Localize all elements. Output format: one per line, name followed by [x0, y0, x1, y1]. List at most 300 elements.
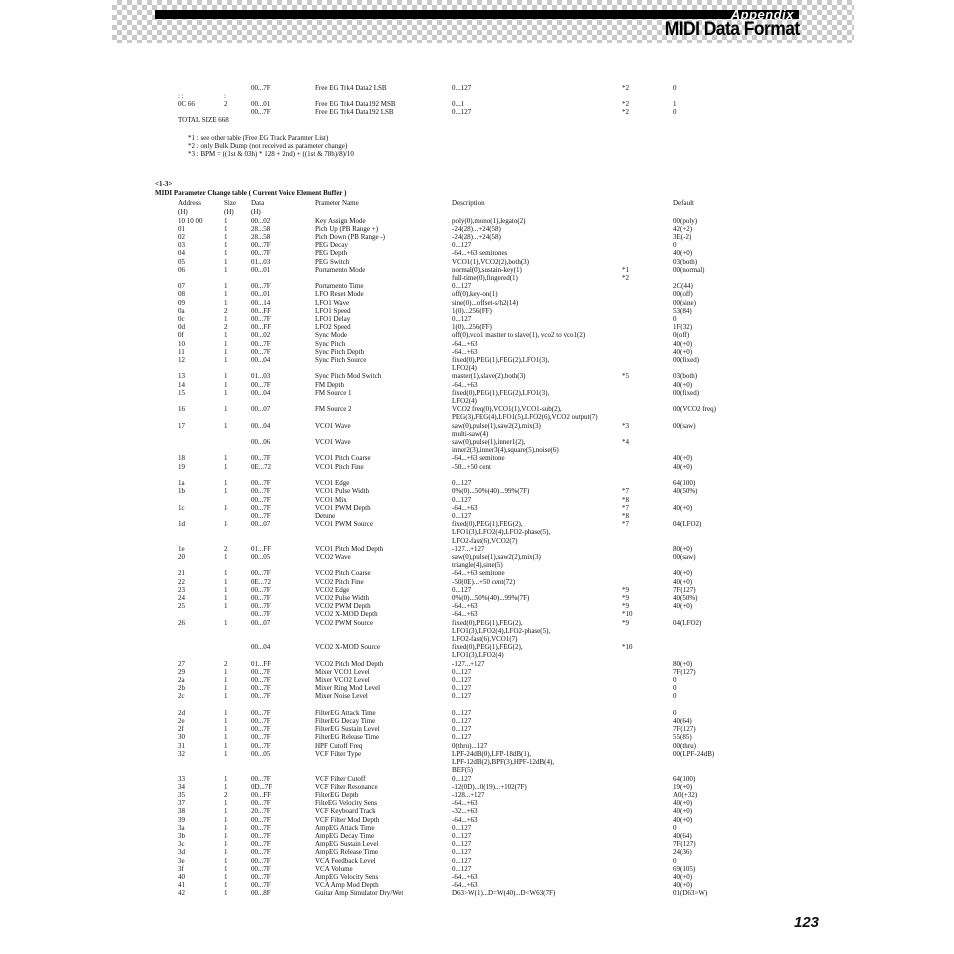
parameter-name-cell: Sync Pitch Mod Switch: [315, 372, 382, 381]
default-cell: 00(LPF-24dB): [673, 749, 715, 758]
description-cell: 0%(0)...50%(40)...99%(7F): [452, 487, 530, 496]
data-cell: 00...8F: [251, 889, 271, 898]
default-cell: 03(both): [673, 257, 698, 266]
data-cell: 00...04: [251, 421, 271, 430]
parameter-name-cell: AmpEG Sustain Level: [315, 840, 379, 849]
default-cell: 0: [673, 314, 677, 323]
default-cell: 00(poly): [673, 216, 698, 225]
description-cell: 0%(0)...50%(40)...99%(7F): [452, 593, 530, 602]
parameter-name-cell: Sync Pitch: [315, 339, 346, 348]
data-cell: 00...7F: [251, 347, 271, 356]
data-cell: 00...FF: [251, 323, 272, 332]
default-cell: 55(85): [673, 733, 692, 742]
note-cell: *7: [622, 520, 629, 529]
address-cell: 2c: [178, 692, 185, 701]
description-cell: triangle(4),sine(5): [452, 561, 503, 570]
parameter-name-cell: VCF Filter Type: [315, 749, 362, 758]
default-cell: 7F(127): [673, 725, 696, 734]
description-cell: 0...127: [452, 848, 472, 857]
footnote: *1 : see other table (Free EG Track Paramter List): [188, 134, 329, 142]
default-cell: 40(50%): [673, 487, 698, 496]
data-cell: 00...7F: [251, 339, 271, 348]
data-cell: 00...7F: [251, 676, 271, 685]
parameter-name-cell: VCO1 Pitch Fine: [315, 462, 364, 471]
parameter-name-cell: Mixer Ring Mod Level: [315, 684, 381, 693]
section-id: <1-3>: [155, 180, 173, 188]
default-cell: A0(+32): [673, 790, 698, 799]
description-cell: -64...+63 semitone: [452, 454, 505, 463]
address-cell: 3c: [178, 840, 185, 849]
size-cell: 1: [224, 479, 228, 488]
description-cell: saw(0),pulse(1),saw2(2),mix(3): [452, 421, 541, 430]
note-cell: *9: [622, 602, 629, 611]
parameter-name-cell: AmpEG Velocity Sens: [315, 872, 379, 881]
description-cell: -127...+127: [452, 659, 485, 668]
address-cell: 40: [178, 872, 185, 881]
size-cell: 1: [224, 684, 228, 693]
address-cell: 0C 66: [178, 100, 195, 108]
data-cell: 00...7F: [251, 725, 271, 734]
parameter-name-cell: LFO2 Speed: [315, 323, 351, 332]
data-cell: 00...04: [251, 388, 271, 397]
parameter-name-cell: VCF Keyboard Track: [315, 807, 376, 816]
data-cell: 00...7F: [251, 717, 271, 726]
data-cell: 00...7F: [251, 799, 271, 808]
data-cell: 00...7F: [251, 479, 271, 488]
address-cell: 16: [178, 405, 185, 414]
address-cell: 2a: [178, 676, 185, 685]
data-cell: 00...7F: [251, 692, 271, 701]
parameter-name-cell: VCO1 Pitch Mod Depth: [315, 544, 384, 553]
default-cell: 1: [673, 100, 677, 108]
description-cell: 1(0)...256(FF): [452, 323, 492, 332]
default-cell: 0: [673, 692, 677, 701]
parameter-name-cell: VCO1 Wave: [315, 421, 351, 430]
description-cell: LFO1(3),LFO2(4): [452, 651, 504, 660]
data-cell: 00...04: [251, 356, 271, 364]
default-cell: 40(+0): [673, 249, 693, 258]
size-cell: 1: [224, 889, 228, 898]
data-cell: 00...7F: [251, 380, 271, 389]
description-cell: -127...+127: [452, 544, 485, 553]
description-cell: VCO2 freq(0),VCO1(1),VCO1-sub(2),: [452, 405, 562, 414]
address-cell: 2d: [178, 708, 185, 717]
description-cell: sine(0)...offset-s/h2(14): [452, 298, 519, 307]
size-cell: 1: [224, 708, 228, 717]
section-title: MIDI Parameter Change table ( Current Voice Element Buffer ): [155, 189, 347, 197]
size-cell: 1: [224, 552, 228, 561]
parameter-name-cell: Mixer VCO1 Level: [315, 667, 370, 676]
parameter-name-cell: HPF Cutoff Freq: [315, 741, 363, 750]
default-cell: 7F(127): [673, 585, 696, 594]
size-cell: 2: [224, 306, 228, 315]
size-cell: 1: [224, 232, 228, 241]
data-cell: 0E...72: [251, 462, 272, 471]
size-cell: 1: [224, 774, 228, 783]
description-cell: 0...127: [452, 774, 472, 783]
address-cell: 0c: [178, 314, 185, 323]
data-cell: 00...7F: [251, 667, 271, 676]
data-cell: 00...7F: [251, 774, 271, 783]
description-cell: PEG(3),FEG(4),LFO1(5),LFO2(6),VCO2 output(7): [452, 413, 598, 422]
parameter-name-cell: Portamento Mode: [315, 265, 366, 274]
data-cell: 00...7F: [251, 733, 271, 742]
default-cell: 24(36): [673, 848, 692, 857]
size-cell: 1: [224, 733, 228, 742]
description-cell: LFO2(4): [452, 364, 477, 373]
address-cell: 04: [178, 249, 185, 258]
parameter-name-cell: VCO2 Pitch Coarse: [315, 569, 371, 578]
description-cell: LFO2(4): [452, 397, 477, 406]
size-cell: 1: [224, 831, 228, 840]
address-cell: : :: [178, 92, 184, 100]
description-cell: 1(0)...256(FF): [452, 306, 492, 315]
default-cell: 0: [673, 856, 677, 865]
size-cell: 1: [224, 282, 228, 291]
data-cell: 00...7F: [251, 684, 271, 693]
data-cell: 00...7F: [251, 708, 271, 717]
size-cell: 1: [224, 799, 228, 808]
description-cell: BEF(5): [452, 766, 473, 775]
address-cell: 24: [178, 593, 185, 602]
description-cell: -64...+63: [452, 339, 478, 348]
data-cell: 00...05: [251, 749, 271, 758]
size-cell: 1: [224, 667, 228, 676]
default-cell: 00(normal): [673, 265, 705, 274]
parameter-name-cell: Sync Pitch Depth: [315, 347, 364, 356]
size-cell: 1: [224, 864, 228, 873]
column-unit-cell: (H): [251, 208, 261, 216]
parameter-name-cell: VCO2 X-MOD Source: [315, 643, 380, 652]
parameter-name-cell: Detune: [315, 511, 336, 520]
address-cell: 39: [178, 815, 185, 824]
data-cell: 00...7F: [251, 840, 271, 849]
size-cell: 2: [224, 100, 228, 108]
size-cell: 1: [224, 872, 228, 881]
address-cell: 3b: [178, 831, 185, 840]
description-cell: 0...127: [452, 282, 472, 291]
default-cell: 40(+0): [673, 569, 693, 578]
address-cell: 02: [178, 232, 185, 241]
description-cell: -64...+63: [452, 503, 478, 512]
address-cell: 0a: [178, 306, 185, 315]
default-cell: 7F(127): [673, 840, 696, 849]
parameter-name-cell: Free EG Trk4 Data192 LSB: [315, 108, 394, 116]
parameter-name-cell: VCO1 Pitch Coarse: [315, 454, 371, 463]
note-cell: *9: [622, 618, 629, 627]
default-cell: 80(+0): [673, 659, 693, 668]
description-cell: off(0),key-on(1): [452, 290, 498, 299]
parameter-name-cell: AmpEG Attack Time: [315, 823, 375, 832]
data-cell: 01...03: [251, 257, 271, 266]
default-cell: 64(100): [673, 479, 696, 488]
parameter-name-cell: Prameter Name: [315, 199, 359, 207]
size-cell: 1: [224, 741, 228, 750]
description-cell: 0...1: [452, 100, 465, 108]
description-cell: LFO2-fast(6),VCO2(7): [452, 536, 518, 545]
default-cell: 40(+0): [673, 503, 693, 512]
note-cell: *4: [622, 438, 629, 447]
data-cell: 0D...7F: [251, 782, 273, 791]
address-cell: 41: [178, 881, 185, 890]
description-cell: 0...127: [452, 479, 472, 488]
default-cell: 0: [673, 108, 677, 116]
size-cell: 1: [224, 356, 228, 364]
description-cell: -64...+63: [452, 872, 478, 881]
parameter-name-cell: FilterEG Release Time: [315, 733, 380, 742]
description-cell: off(0),vco1 mastter to slave(1), vco2 to vco1(2): [452, 331, 586, 340]
description-cell: -64...+63 semitones: [452, 249, 508, 258]
default-cell: 40(+0): [673, 339, 693, 348]
description-cell: LFO1(3),LFO2(4),LFO2-phase(5),: [452, 528, 551, 537]
description-cell: 0...127: [452, 733, 472, 742]
description-cell: -64...+63: [452, 602, 478, 611]
description-cell: LFO1(3),LFO2(4),LFO2-phase(5),: [452, 626, 551, 635]
data-cell: 00...7F: [251, 872, 271, 881]
note-cell: *2: [622, 84, 629, 92]
default-cell: 40(+0): [673, 872, 693, 881]
note-cell: *10: [622, 610, 633, 619]
header-section-label: Appendix: [730, 7, 794, 22]
default-cell: 00(sine): [673, 298, 696, 307]
address-cell: 03: [178, 241, 185, 250]
data-cell: 01...03: [251, 372, 271, 381]
address-cell: 1d: [178, 520, 185, 529]
description-cell: LPF-12dB(2),BPF(3),HPF-12dB(4),: [452, 758, 555, 767]
note-cell: *8: [622, 495, 629, 504]
parameter-name-cell: VCO2 Pulse Width: [315, 593, 370, 602]
data-cell: 00...7F: [251, 848, 271, 857]
description-cell: 0...127: [452, 108, 472, 116]
address-cell: 1c: [178, 503, 185, 512]
description-cell: 0...127: [452, 823, 472, 832]
size-cell: 1: [224, 815, 228, 824]
description-cell: 0...127: [452, 725, 472, 734]
description-cell: full-time(0),fingered(1): [452, 273, 518, 282]
address-cell: 0f: [178, 331, 184, 340]
default-cell: 7F(127): [673, 667, 696, 676]
address-cell: 3d: [178, 848, 185, 857]
default-cell: Default: [673, 199, 694, 207]
default-cell: 40(+0): [673, 815, 693, 824]
data-cell: 28...58: [251, 232, 271, 241]
data-cell: 00...7F: [251, 856, 271, 865]
size-cell: :: [224, 92, 226, 100]
parameter-name-cell: FilterEG Sustain Level: [315, 725, 380, 734]
header-title: MIDI Data Format: [665, 19, 800, 40]
parameter-name-cell: FilteEG Velocity Sens: [315, 799, 378, 808]
address-cell: 38: [178, 807, 185, 816]
parameter-name-cell: VCO1 PWM Depth: [315, 503, 371, 512]
address-cell: 27: [178, 659, 185, 668]
address-cell: 34: [178, 782, 185, 791]
description-cell: -24(28)...+24(58): [452, 224, 501, 233]
description-cell: poly(0),mono(1),legato(2): [452, 216, 526, 225]
description-cell: 0...127: [452, 241, 472, 250]
parameter-name-cell: Free EG Trk4 Data2 LSB: [315, 84, 387, 92]
description-cell: normal(0),sustain-key(1): [452, 265, 522, 274]
size-cell: 1: [224, 577, 228, 586]
default-cell: 40(+0): [673, 454, 693, 463]
size-cell: 1: [224, 241, 228, 250]
data-cell: 00...02: [251, 216, 271, 225]
parameter-name-cell: VCF Filter Cutoff: [315, 774, 366, 783]
default-cell: 00(off): [673, 290, 693, 299]
data-cell: 00...7F: [251, 511, 271, 520]
description-cell: 0...127: [452, 717, 472, 726]
data-cell: 01...FF: [251, 544, 272, 553]
note-cell: *2: [622, 273, 629, 282]
note-cell: *2: [622, 100, 629, 108]
default-cell: 69(105): [673, 864, 696, 873]
data-cell: 00...07: [251, 405, 271, 414]
parameter-name-cell: VCO2 Pitch Mod Depth: [315, 659, 384, 668]
data-cell: 00...7F: [251, 569, 271, 578]
description-cell: VCO1(1),VCO2(2),both(3): [452, 257, 529, 266]
default-cell: 03(both): [673, 372, 698, 381]
default-cell: 00(saw): [673, 552, 696, 561]
parameter-name-cell: FM Source 2: [315, 405, 352, 414]
address-cell: 18: [178, 454, 185, 463]
size-cell: 2: [224, 659, 228, 668]
size-cell: 2: [224, 323, 228, 332]
address-cell: 01: [178, 224, 185, 233]
address-cell: 0d: [178, 323, 185, 332]
parameter-name-cell: VCO1 Mix: [315, 495, 347, 504]
address-cell: 32: [178, 749, 185, 758]
size-cell: 1: [224, 593, 228, 602]
data-cell: 00...7F: [251, 831, 271, 840]
address-cell: Address: [178, 199, 201, 207]
data-cell: 00...04: [251, 643, 271, 652]
default-cell: 01(D63>W): [673, 889, 708, 898]
data-cell: 28...58: [251, 224, 271, 233]
address-cell: 26: [178, 618, 185, 627]
data-cell: 00...14: [251, 298, 271, 307]
parameter-name-cell: FilterEG Decay Time: [315, 717, 376, 726]
parameter-name-cell: PEG Depth: [315, 249, 348, 258]
default-cell: 0: [673, 708, 677, 717]
default-cell: 2C(44): [673, 282, 693, 291]
default-cell: 40(+0): [673, 881, 693, 890]
description-cell: 0(thru)...127: [452, 741, 488, 750]
description-cell: -64...+63: [452, 347, 478, 356]
description-cell: 0...127: [452, 495, 472, 504]
parameter-name-cell: LFO Reset Mode: [315, 290, 364, 299]
description-cell: -64...+63: [452, 380, 478, 389]
description-cell: fixed(0),PEG(1),FEG(2),: [452, 643, 523, 652]
data-cell: 20...7F: [251, 807, 271, 816]
address-cell: 21: [178, 569, 185, 578]
parameter-name-cell: PEG Switch: [315, 257, 350, 266]
default-cell: 40(+0): [673, 807, 693, 816]
address-cell: 33: [178, 774, 185, 783]
description-cell: -64...+63: [452, 610, 478, 619]
data-cell: 00...7F: [251, 241, 271, 250]
parameter-name-cell: Sync Mode: [315, 331, 348, 340]
default-cell: 0: [673, 823, 677, 832]
size-cell: 1: [224, 881, 228, 890]
address-cell: 19: [178, 462, 185, 471]
default-cell: 00(thru): [673, 741, 696, 750]
size-cell: 1: [224, 725, 228, 734]
description-cell: D63>W(1)...D=W(40)...D<W63(7F): [452, 889, 556, 898]
size-cell: 1: [224, 388, 228, 397]
description-cell: fixed(0),PEG(1),FEG(2),: [452, 618, 523, 627]
data-cell: 00...06: [251, 438, 271, 447]
description-cell: -24(28)...+24(58): [452, 232, 501, 241]
size-cell: 1: [224, 487, 228, 496]
default-cell: 0: [673, 84, 677, 92]
parameter-name-cell: VCF Filter Mod Depth: [315, 815, 380, 824]
data-cell: 00...7F: [251, 602, 271, 611]
default-cell: 40(+0): [673, 577, 693, 586]
default-cell: 0(off): [673, 331, 690, 340]
default-cell: 0: [673, 676, 677, 685]
default-cell: 04(LFO2): [673, 618, 702, 627]
default-cell: 42(+2): [673, 224, 693, 233]
size-cell: 1: [224, 314, 228, 323]
data-cell: 00...7F: [251, 503, 271, 512]
parameter-name-cell: AmpEG Decay Time: [315, 831, 375, 840]
address-cell: 3e: [178, 856, 185, 865]
data-cell: 00...7F: [251, 585, 271, 594]
default-cell: 00(VCO2 freq): [673, 405, 716, 414]
parameter-name-cell: VCA Amp Mod Depth: [315, 881, 379, 890]
data-cell: 00...7F: [251, 84, 271, 92]
size-cell: 1: [224, 569, 228, 578]
size-cell: 2: [224, 544, 228, 553]
description-cell: -50(0E)...+50 cent(72): [452, 577, 516, 586]
size-cell: 1: [224, 503, 228, 512]
parameter-name-cell: VCO1 Edge: [315, 479, 350, 488]
data-cell: 00...7F: [251, 249, 271, 258]
note-cell: *2: [622, 108, 629, 116]
address-cell: 13: [178, 372, 185, 381]
data-cell: 00...7F: [251, 108, 271, 116]
size-cell: 2: [224, 790, 228, 799]
parameter-name-cell: LFO1 Speed: [315, 306, 351, 315]
default-cell: 00(saw): [673, 421, 696, 430]
default-cell: 53(84): [673, 306, 692, 315]
size-cell: 1: [224, 823, 228, 832]
address-cell: 29: [178, 667, 185, 676]
size-cell: 1: [224, 585, 228, 594]
address-cell: 10 10 00: [178, 216, 203, 225]
description-cell: inner2(3),inner3(4),square(5),noise(6): [452, 446, 559, 455]
description-cell: -64...+63: [452, 881, 478, 890]
description-cell: -128...+127: [452, 790, 485, 799]
parameter-name-cell: FM Source 1: [315, 388, 352, 397]
size-cell: 1: [224, 339, 228, 348]
size-cell: 1: [224, 676, 228, 685]
default-cell: 40(64): [673, 831, 692, 840]
size-cell: 1: [224, 216, 228, 225]
description-cell: 0...127: [452, 831, 472, 840]
data-cell: 00...7F: [251, 881, 271, 890]
address-cell: 35: [178, 790, 185, 799]
description-cell: -64...+63: [452, 799, 478, 808]
size-cell: 1: [224, 717, 228, 726]
description-cell: Description: [452, 199, 485, 207]
description-cell: 0...127: [452, 511, 472, 520]
default-cell: 40(+0): [673, 347, 693, 356]
size-cell: 1: [224, 454, 228, 463]
parameter-name-cell: Key Assign Mode: [315, 216, 366, 225]
size-cell: 1: [224, 856, 228, 865]
description-cell: fixed(0),PEG(1),FEG(2),LFO1(3),: [452, 356, 550, 364]
description-cell: saw(0),pulse(1),saw2(2),mix(3): [452, 552, 541, 561]
